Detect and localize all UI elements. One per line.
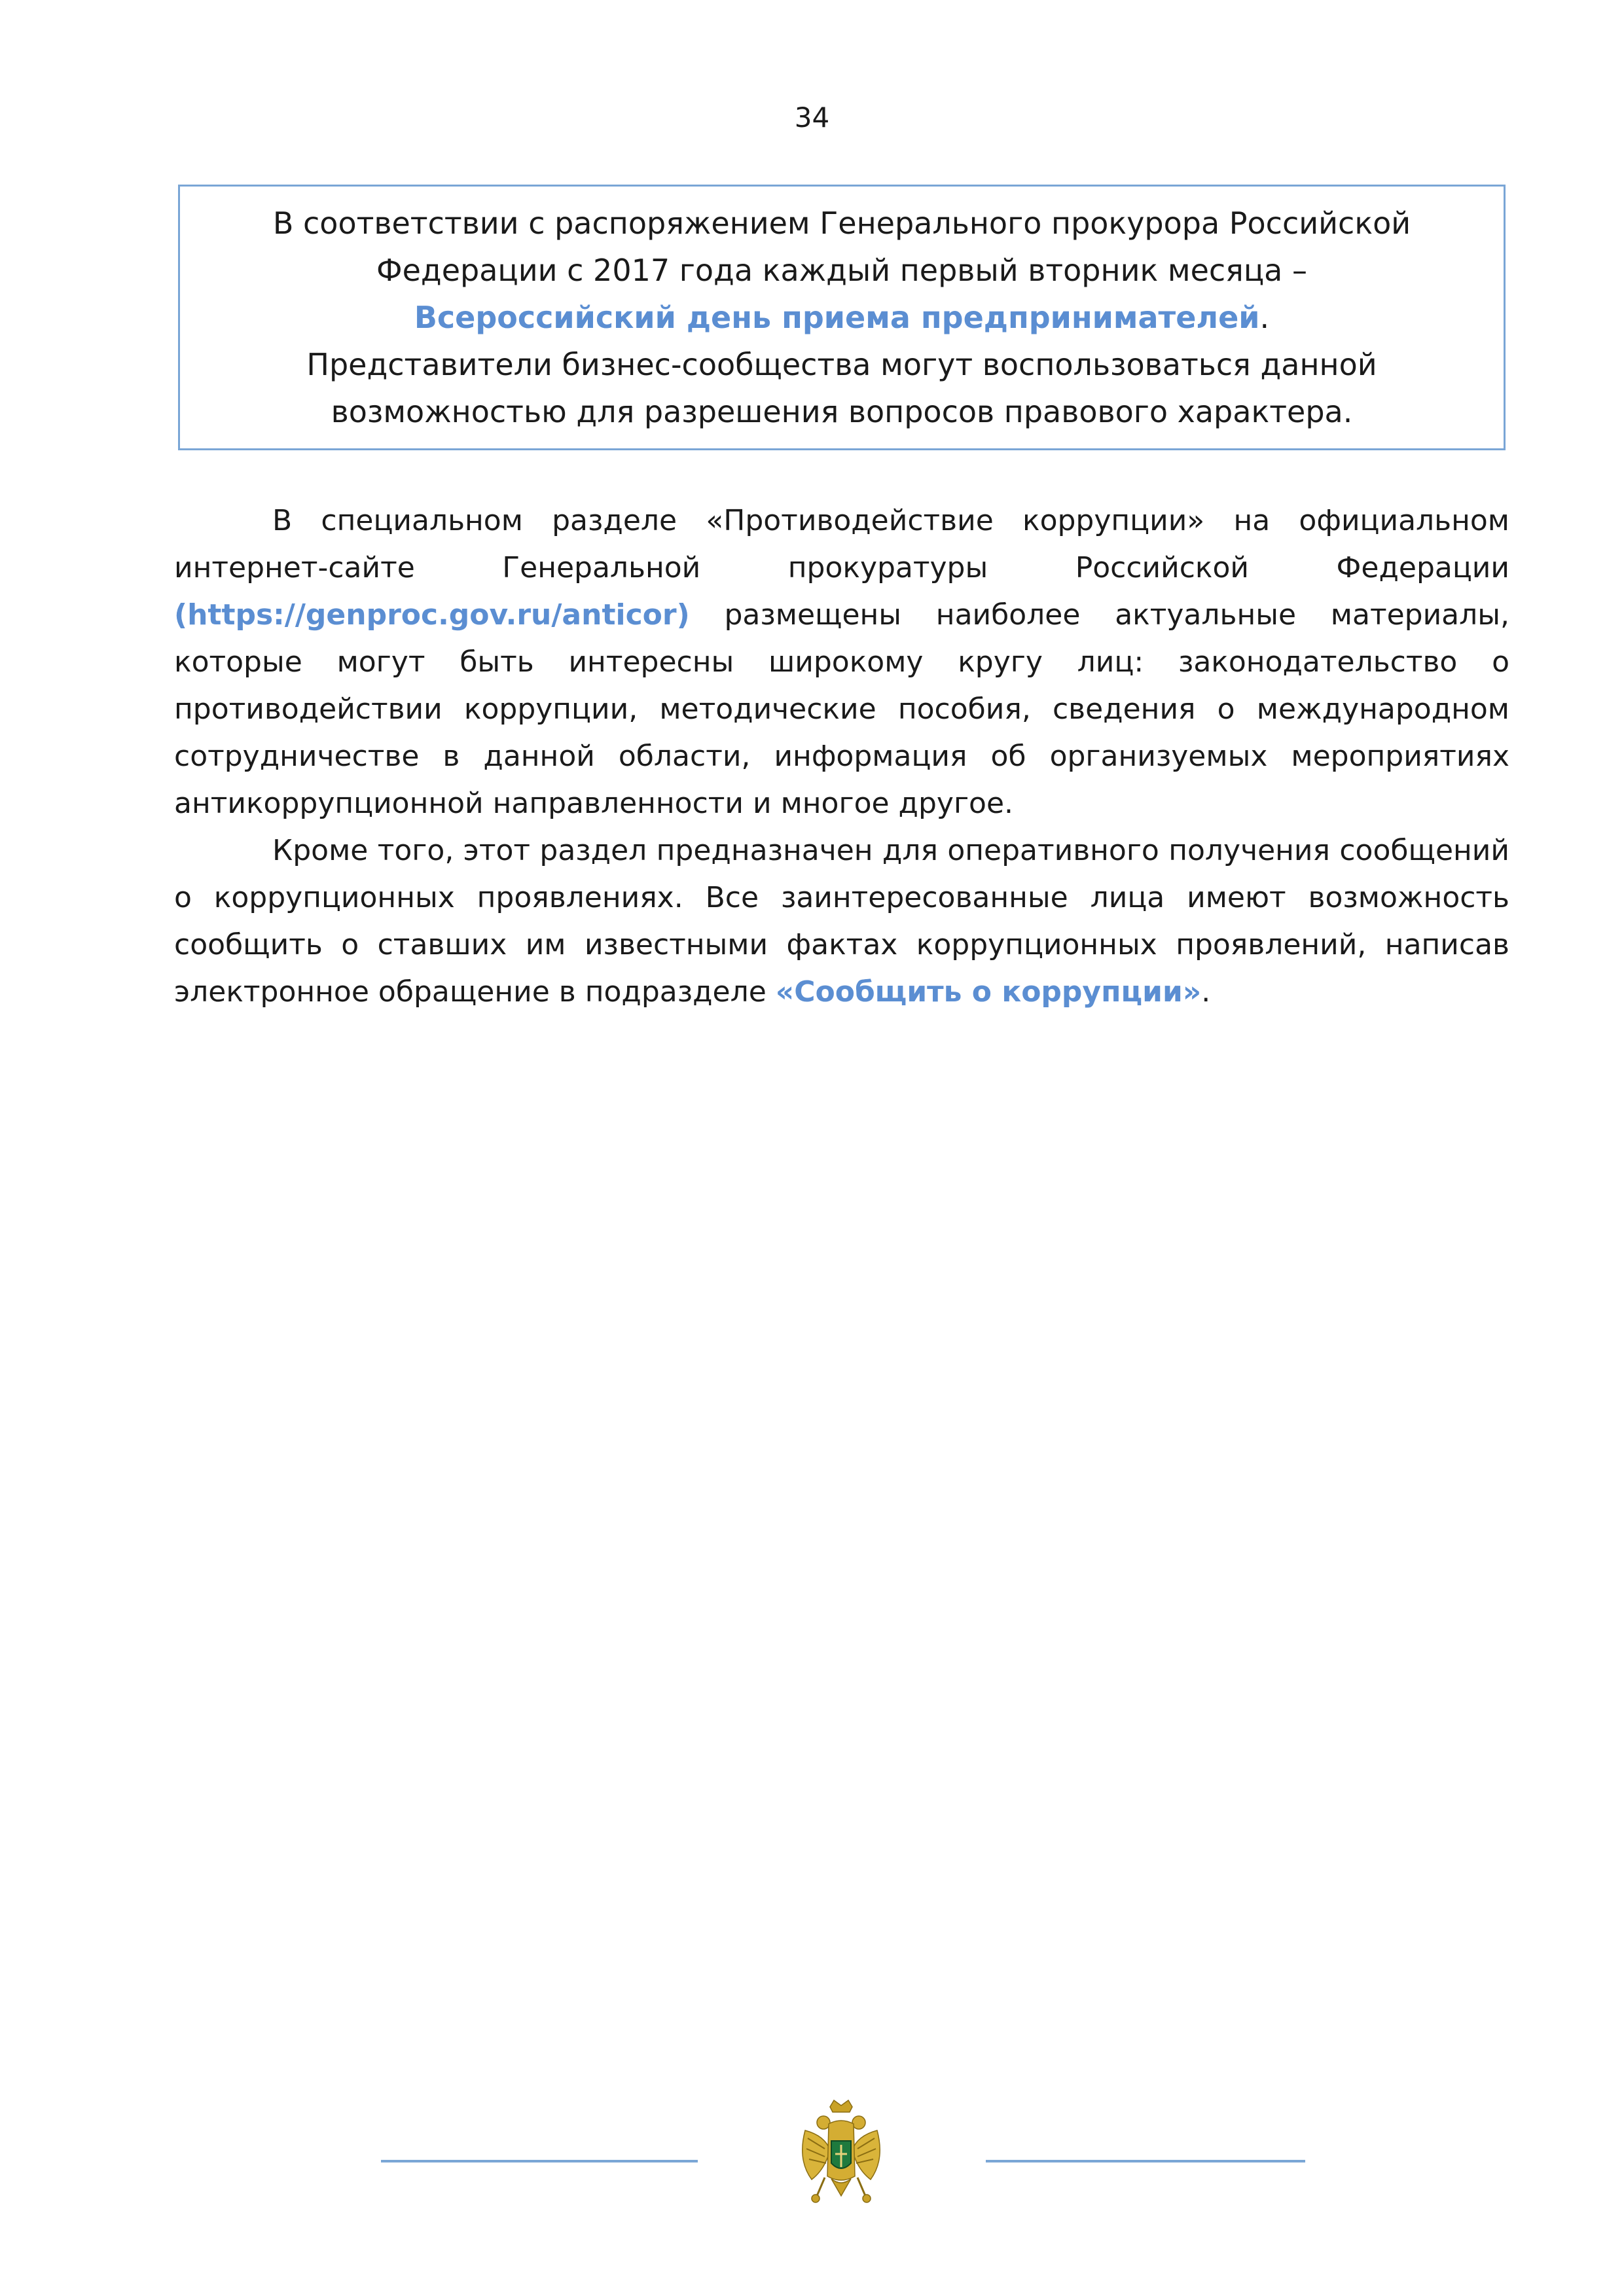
paragraph-report <box>174 827 1509 1016</box>
paragraph-anticor <box>174 497 1509 827</box>
notice-line-3 <box>414 294 1269 341</box>
notice-line-4: Представители бизнес-сообщества могут воспользоваться данной <box>306 347 1377 382</box>
paragraph-report-text-start: Кроме того, этот раздел предназначен для оперативного получения сообщений о коррупционных проявлениях. Все заинтересованные лица имеют возможность сообщить о ставших им известными фактах коррупционных проявлений, написав электронное обращение в подразделе <box>174 834 1509 1009</box>
paragraph-anticor-text-end: размещены наиболее актуальные материалы, которые могут быть интересны широкому кругу лиц: законодательство о противодействии коррупции, методические пособия, сведения о международном сотрудничестве в данной области, информация об организуемых мероприятиях антикоррупционной направленности и многое другое. <box>174 598 1509 820</box>
footer-divider-left <box>381 2160 698 2162</box>
anticor-link[interactable]: (https://genproc.gov.ru/anticor) <box>174 598 690 632</box>
page-number: 34 <box>794 101 830 134</box>
paragraph-report-text-end: . <box>1201 975 1211 1009</box>
body-text <box>174 497 1509 1016</box>
notice-box <box>178 185 1506 450</box>
notice-highlight: Всероссийский день приема предпринимателей <box>414 300 1260 335</box>
notice-line-5: возможностью для разрешения вопросов правового характера. <box>331 394 1353 429</box>
notice-line-1: В соответствии с распоряжением Генерального прокурора Российской <box>272 206 1411 241</box>
paragraph-anticor-text-start: В специальном разделе «Противодействие коррупции» на официальном интернет-сайте Генеральной прокуратуры Российской Федерации <box>174 504 1509 584</box>
notice-line-2: Федерации с 2017 года каждый первый вторник месяца – <box>376 253 1307 288</box>
notice-highlight-suffix: . <box>1259 300 1270 335</box>
prosecutor-emblem-icon <box>792 2098 890 2215</box>
report-corruption-link[interactable]: «Сообщить о коррупции» <box>775 975 1202 1009</box>
footer-divider-right <box>986 2160 1305 2162</box>
